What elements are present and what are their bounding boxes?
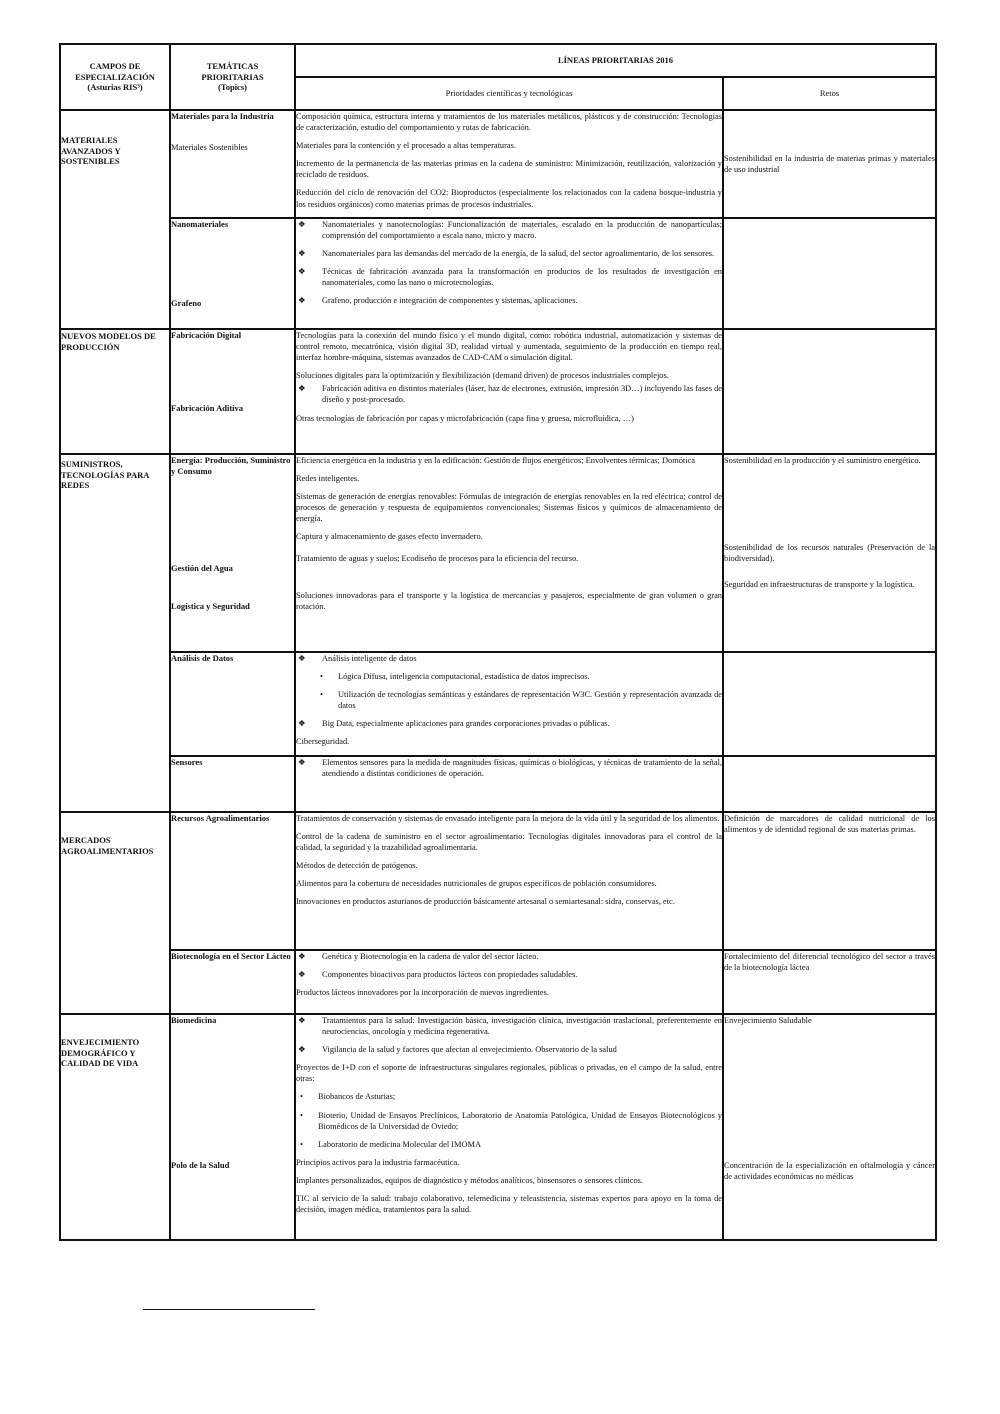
table-row	[60, 110, 936, 218]
diamond-icon: ❖	[298, 1045, 306, 1055]
challenge-text: Concentración de la especialización en oftalmología y cáncer de actividades económicas no médicas	[724, 1161, 935, 1182]
header-lines	[295, 44, 936, 77]
priorities-table	[59, 43, 937, 1241]
topic-label: Gestión del Agua	[171, 563, 233, 574]
priorities-cell	[295, 329, 723, 454]
field-label: MATERIALES AVANZADOS Y SOSTENIBLES	[61, 135, 121, 167]
list-item	[296, 653, 722, 664]
priority-text: Métodos de detección de patógenos.	[296, 861, 418, 871]
topic-cell	[170, 812, 295, 950]
header-priorities	[295, 77, 723, 110]
topic-label: Nanomateriales	[171, 219, 229, 229]
list-item	[296, 383, 722, 405]
topic-cell	[170, 329, 295, 454]
topic-label: Fabricación Digital	[171, 330, 242, 340]
priority-text: Genética y Biotecnología en la cadena de valor del sector lácteo.	[322, 952, 539, 961]
field-label: MERCADOS AGROALIMENTARIOS	[61, 835, 154, 856]
bullet-icon: •	[300, 1110, 303, 1120]
header-fields-label: CAMPOS DE ESPECIALIZACIÓN (Asturias RIS³)	[75, 61, 155, 93]
challenge-text: Envejecimiento Saludable	[724, 1016, 812, 1025]
priorities-cell	[295, 950, 723, 1014]
priority-text: Componentes bioactivos para productos lácteos con propiedades saludables.	[322, 970, 578, 980]
priority-text: Soluciones digitales para la optimización y flexibilización (demand driven) de procesos industriales complejos.	[296, 371, 669, 381]
topic-label: Energía: Producción, Suministro y Consumo	[171, 455, 291, 476]
list-item	[296, 757, 722, 779]
field-cell	[60, 329, 170, 454]
priority-text: Elementos sensores para la medida de magnitudes físicas, químicas o biológicas, y técnicas de tratamiento de la señal, atendiendo a distintas condiciones de operación.	[322, 758, 722, 779]
bullet-icon: •	[320, 690, 323, 700]
priority-text: Ciberseguridad.	[296, 737, 350, 747]
priority-text: Tecnologías para la conexión del mundo físico y el mundo digital, como: robótica industrial, automatización y sistemas de control remoto, mecatrónica, visión digital 3D, realidad virtual y aumentada, seguimiento de la producción en tiempo real, interfaz hombre-máquina, sistemas avanzados de CAD-CAM o simulación digital.	[296, 331, 722, 363]
footnote-separator	[143, 1309, 315, 1310]
priority-text: Lógica Difusa, inteligencia computacional, estadística de datos imprecisos.	[338, 672, 590, 682]
diamond-icon: ❖	[298, 296, 306, 306]
list-item	[296, 219, 722, 241]
priority-text: Laboratorio de medicina Molecular del IMOMA	[318, 1139, 482, 1149]
field-label: ENVEJECIMIENTO DEMOGRÁFICO Y CALIDAD DE VIDA	[61, 1037, 140, 1069]
list-item	[296, 1015, 722, 1037]
field-cell	[60, 812, 170, 1014]
priority-text: Redes inteligentes.	[296, 474, 360, 484]
challenge-text: Sostenibilidad de los recursos naturales (Preservación de la biodiversidad).	[724, 543, 935, 564]
list-item	[296, 1110, 722, 1132]
topic-label: Logística y Seguridad	[171, 600, 250, 611]
table-row	[60, 756, 936, 812]
field-cell	[60, 1014, 170, 1240]
header-topics	[170, 44, 295, 110]
priority-text: Soluciones innovadoras para el transporte y la logística de mercancías y pasajeros, especialmente de gran volumen o gran rotación.	[296, 590, 722, 611]
priorities-cell	[295, 756, 723, 812]
table-row	[60, 454, 936, 652]
header-topics-label: TEMÁTICAS PRIORITARIAS (Topics)	[201, 61, 264, 93]
topic-cell	[170, 1014, 295, 1240]
header-priorities-label: Prioridades científicas y tecnológicas	[445, 88, 573, 99]
priority-text: Vigilancia de la salud y factores que afectan al envejecimiento. Observatorio de la salud	[322, 1045, 617, 1055]
topic-cell	[170, 110, 295, 218]
table-row	[60, 218, 936, 329]
priority-text: Captura y almacenamiento de gases efecto invernadero.	[296, 532, 483, 542]
priority-text: Eficiencia energética en la industria y en la edificación: Gestión de flujos energéticos; Envolventes térmicas; Domótica	[296, 456, 695, 465]
priority-text: Incremento de la permanencia de las materias primas en la cadena de suministro: Minimización, reutilización, valorización y reciclado de residuos.	[296, 159, 722, 180]
list-item	[296, 295, 722, 306]
priority-text: Materiales para la contención y el procesado a altas temperaturas.	[296, 141, 516, 151]
challenge-cell	[723, 652, 936, 756]
priority-text: Composición química, estructura interna y tratamientos de los materiales metálicos, plásticos y de construcción: Tecnologías de caracterización, estudio del comportamiento y rutas de fabricación.	[296, 112, 722, 133]
topic-label: Materiales para la Industria	[171, 111, 274, 121]
challenge-cell	[723, 812, 936, 950]
priority-text: Productos lácteos innovadores por la incorporación de nuevos ingredientes.	[296, 988, 549, 998]
priority-text: Bioterio, Unidad de Ensayos Preclínicos, Laboratorio de Anatomía Patológica, Unidad de Ensayos Biotecnológicos y Biomédicos de la Universidad de Oviedo;	[318, 1110, 722, 1131]
priority-text: TIC al servicio de la salud: trabajo colaborativo, telemedicina y teleasistencia, sistemas expertos para apoyo en la toma de decisión, imagen médica, tratamientos para la salud.	[296, 1194, 722, 1215]
diamond-icon: ❖	[298, 758, 306, 767]
diamond-icon: ❖	[298, 952, 306, 961]
topic-cell	[170, 756, 295, 812]
list-item	[296, 1044, 722, 1055]
topic-label: Biotecnología en el Sector Lácteo	[171, 951, 291, 961]
diamond-icon: ❖	[298, 970, 306, 980]
priorities-cell	[295, 454, 723, 652]
priority-text: Nanomateriales para las demandas del mercado de la energía, de la salud, del sector agroalimentario, de los sensores.	[322, 249, 715, 259]
priority-text: Implantes personalizados, equipos de diagnóstico y métodos analíticos, biosensores o sensores clínicos.	[296, 1175, 644, 1185]
topic-cell	[170, 950, 295, 1014]
table-row	[60, 812, 936, 950]
list-item	[296, 266, 722, 288]
field-cell	[60, 454, 170, 812]
challenge-cell	[723, 454, 936, 652]
topic-label: Biomedicina	[171, 1015, 217, 1025]
topic-label: Grafeno	[171, 297, 202, 308]
diamond-icon: ❖	[298, 719, 306, 729]
priority-text: Proyectos de I+D con el soporte de infraestructuras singulares regionales, públicas o privadas, en el campo de la salud, entre otras:	[296, 1063, 722, 1084]
topic-label: Sensores	[171, 757, 203, 767]
priorities-cell	[295, 218, 723, 329]
header-fields	[60, 44, 170, 110]
priority-text: Tratamientos de conservación y sistemas de envasado inteligente para la mejora de la vida útil y la seguridad de los alimentos.	[296, 814, 720, 823]
priority-text: Tratamientos para la salud: Investigación básica, investigación clínica, investigación traslacional, preferentemente en neurociencias, oncología y medicina regenerativa.	[322, 1016, 722, 1037]
header-challenges	[723, 77, 936, 110]
priority-text: Fabricación aditiva en distintos materiales (láser, haz de electrones, extrusión, impresión 3D…) incluyendo las fases de diseño y post-procesado.	[322, 384, 722, 405]
priority-text: Nanomateriales y nanotecnologías: Funcionalización de materiales, escalado en la producción de nanopartículas; comprensión del comportamiento a escala nano, micro y macro.	[322, 220, 722, 241]
challenge-cell	[723, 950, 936, 1014]
list-item	[296, 718, 722, 729]
priority-text: Biobancos de Asturias;	[318, 1092, 396, 1102]
diamond-icon: ❖	[298, 267, 306, 277]
list-item	[296, 1139, 722, 1150]
topic-cell	[170, 218, 295, 329]
field-label: SUMINISTROS, TECNOLOGÍAS PARA REDES	[61, 459, 149, 491]
priorities-cell	[295, 652, 723, 756]
list-item	[296, 248, 722, 259]
diamond-icon: ❖	[298, 249, 306, 259]
diamond-icon: ❖	[298, 384, 306, 394]
priority-text: Análisis inteligente de datos	[322, 654, 417, 663]
field-cell	[60, 110, 170, 329]
challenge-text: Fortalecimiento del diferencial tecnológico del sector a través de la biotecnología láctea	[724, 952, 935, 973]
priorities-cell	[295, 1014, 723, 1240]
list-item	[296, 689, 722, 711]
challenge-text: Seguridad en infraestructuras de transporte y la logística.	[724, 580, 915, 590]
priority-text: Sistemas de generación de energías renovables: Fórmulas de integración de energías renovables en la red eléctrica; control de procesos de generación y respuesta de equipamientos convencionales; Sistemas físicos y químicos de almacenamiento de energía.	[296, 492, 722, 524]
list-item	[296, 951, 722, 962]
table-row	[60, 652, 936, 756]
topic-label: Análisis de Datos	[171, 653, 234, 663]
topic-label: Recursos Agroalimentarios	[171, 813, 270, 823]
priorities-cell	[295, 812, 723, 950]
priority-text: Big Data, especialmente aplicaciones para grandes corporaciones privadas o públicas.	[322, 719, 610, 729]
diamond-icon: ❖	[298, 220, 306, 229]
bullet-icon: •	[320, 672, 323, 682]
table-row	[60, 329, 936, 454]
challenge-text: Sostenibilidad en la producción y el suministro energético.	[724, 456, 921, 465]
header-lines-label: LÍNEAS PRIORITARIAS 2016	[557, 55, 674, 66]
challenge-cell	[723, 329, 936, 454]
challenge-cell	[723, 110, 936, 218]
priority-text: Control de la cadena de suministro en el sector agroalimentario: Tecnologías digitales innovadoras para el control de la calidad, la seguridad y la trazabilidad agroalimentaria.	[296, 832, 722, 853]
topic-cell	[170, 454, 295, 652]
field-label: NUEVOS MODELOS DE PRODUCCIÓN	[61, 331, 156, 352]
diamond-icon: ❖	[298, 654, 306, 663]
priority-text: Alimentos para la cobertura de necesidades nutricionales de grupos específicos de población consumidores.	[296, 879, 657, 889]
challenge-text: Definición de marcadores de calidad nutricional de los alimentos y de identidad regional de sus materias primas.	[724, 814, 935, 835]
table-row	[60, 950, 936, 1014]
priority-text: Otras tecnologías de fabricación por capas y microfabricación (capa fina y gruesa, microfluídica, …)	[296, 413, 634, 423]
table-row	[60, 1014, 936, 1240]
priority-text: Principios activos para la industria farmacéutica.	[296, 1157, 460, 1167]
list-item	[296, 969, 722, 980]
list-item	[296, 1091, 722, 1102]
challenge-cell	[723, 756, 936, 812]
topic-label: Polo de la Salud	[171, 1159, 230, 1170]
header-challenges-label: Retos	[819, 88, 840, 99]
priority-text: Innovaciones en productos asturianos de producción básicamente artesanal o semiartesanal: sidra, conservas, etc.	[296, 897, 675, 907]
topic-label: Fabricación Aditiva	[171, 402, 244, 413]
priority-text: Reducción del ciclo de renovación del CO2: Bioproductos (especialmente los relacionados con la cadena bosque-industria y los residuos orgánicos) como materias primas de procesos industriales.	[296, 188, 722, 209]
priority-text: Utilización de tecnologías semánticas y estándares de representación W3C. Gestión y representación avanzada de datos	[338, 690, 722, 711]
priority-text: Tratamiento de aguas y suelos; Ecodiseño de procesos para la eficiencia del recurso.	[296, 553, 579, 563]
diamond-icon: ❖	[298, 1016, 306, 1025]
bullet-icon: •	[300, 1139, 303, 1149]
challenge-cell	[723, 218, 936, 329]
bullet-icon: •	[300, 1092, 303, 1102]
priorities-cell	[295, 110, 723, 218]
topic-cell	[170, 652, 295, 756]
topic-label: Materiales Sostenibles	[171, 141, 248, 152]
challenge-text: Sostenibilidad en la industria de materias primas y materiales de uso industrial	[724, 153, 935, 174]
priority-text: Técnicas de fabricación avanzada para la transformación en productos de los resultados de investigación en nanomateriales, como las nano o microtecnologías.	[322, 267, 722, 288]
challenge-cell	[723, 1014, 936, 1240]
priority-text: Grafeno, producción e integración de componentes y sistemas, aplicaciones.	[322, 296, 578, 306]
list-item	[296, 671, 722, 682]
